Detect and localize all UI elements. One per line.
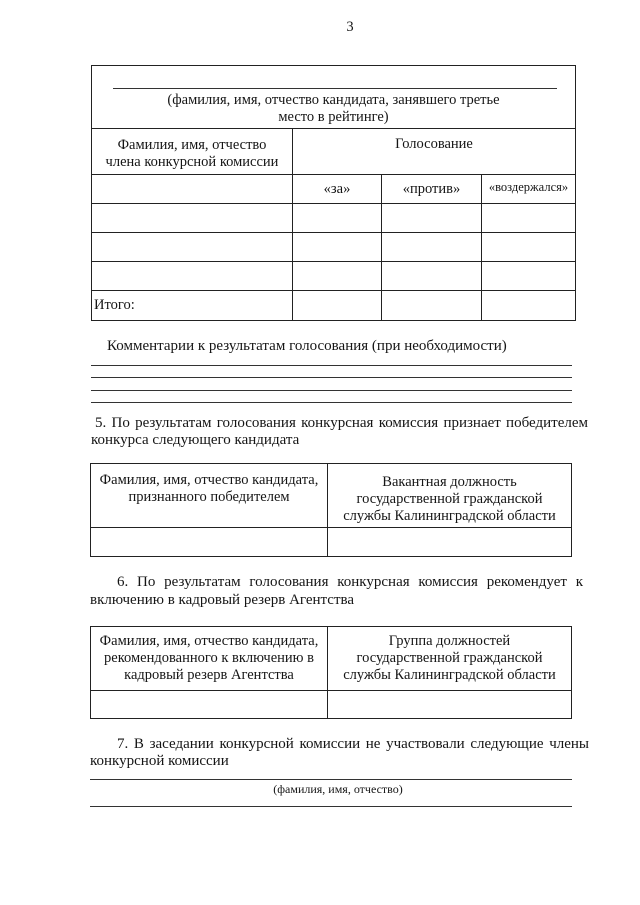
vote-abstain-cell — [482, 262, 576, 291]
winner-name-header — [91, 464, 328, 528]
vote-against-cell — [382, 233, 482, 262]
position-group-line-3: службы Калининградской области — [343, 667, 556, 683]
vote-against-header: «против» — [382, 175, 482, 204]
personnel-reserve-table — [90, 626, 572, 719]
reserve-header-line-3: кадровый резерв Агентства — [124, 667, 294, 683]
vote-for-cell — [293, 204, 382, 233]
member-cell — [92, 233, 293, 262]
winner-header-line-1: Фамилия, имя, отчество кандидата, — [99, 472, 319, 488]
comments-label: Комментарии к результатам голосования (при необходимости) — [107, 338, 507, 354]
table-row — [91, 528, 572, 557]
comment-line-3 — [91, 390, 572, 391]
member-header-line-1: Фамилия, имя, отчество — [117, 137, 267, 153]
position-group-line-1: Группа должностей — [388, 633, 511, 649]
comment-line-4 — [91, 402, 572, 403]
member-cell — [92, 204, 293, 233]
reserve-candidate-cell — [91, 691, 328, 719]
candidate-caption-line-2: место в рейтинге) — [278, 109, 389, 125]
table-row — [92, 204, 576, 233]
absent-members-caption: (фамилия, имя, отчество) — [273, 782, 403, 796]
total-against-cell — [382, 291, 482, 321]
vote-for-cell — [293, 233, 382, 262]
absent-members-line — [90, 779, 572, 780]
reserve-header-line-2: рекомендованного к включению в — [104, 650, 314, 666]
section-6-line-2: включению в кадровый резерв Агентства — [90, 592, 355, 608]
absent-members-line-2 — [90, 806, 572, 807]
reserve-header-line-1: Фамилия, имя, отчество кандидата, — [99, 633, 319, 649]
section-5-line-2: конкурса следующего кандидата — [91, 432, 300, 448]
total-label: Итого: — [92, 291, 293, 321]
candidate-caption-line-1: (фамилия, имя, отчество кандидата, занявшего третье — [167, 92, 500, 108]
winner-header-line-2: признанного победителем — [128, 489, 290, 505]
vote-for-header: «за» — [293, 175, 382, 204]
vacant-position-line-2: государственной гражданской — [356, 491, 543, 507]
vote-against-cell — [382, 204, 482, 233]
vote-abstain-cell — [482, 233, 576, 262]
vote-abstain-header: «воздержался» — [482, 175, 576, 204]
position-group-line-2: государственной гражданской — [356, 650, 543, 666]
vacant-position-line-1: Вакантная должность — [382, 474, 517, 490]
comment-line-2 — [91, 377, 572, 378]
candidate-name-cell — [92, 66, 576, 129]
member-cell — [92, 262, 293, 291]
page-number: 3 — [346, 19, 354, 35]
position-group-cell — [328, 691, 572, 719]
section-7-line-1: 7. В заседании конкурсной комиссии не участвовали следующие члены — [117, 736, 589, 752]
vote-for-cell — [293, 262, 382, 291]
table-row — [91, 691, 572, 719]
section-5-line-1: 5. По результатам голосования конкурсная комиссия признает победителем — [95, 415, 588, 431]
section-7-line-2: конкурсной комиссии — [90, 753, 229, 769]
reserve-candidate-header — [91, 627, 328, 691]
vacant-position-header — [328, 464, 572, 528]
winner-table — [90, 463, 572, 557]
member-name-header — [92, 129, 293, 175]
section-6-line-1: 6. По результатам голосования конкурсная комиссия рекомендует к — [117, 574, 583, 590]
vacant-position-cell — [328, 528, 572, 557]
candidate-name-fill-line — [113, 88, 557, 89]
voting-header: Голосование — [293, 129, 576, 175]
position-group-header — [328, 627, 572, 691]
table-row — [92, 262, 576, 291]
vacant-position-line-3: службы Калининградской области — [343, 508, 556, 524]
vote-against-cell — [382, 262, 482, 291]
total-row — [92, 291, 576, 321]
member-name-subheader-cell — [92, 175, 293, 204]
comment-line-1 — [91, 365, 572, 366]
winner-name-cell — [91, 528, 328, 557]
member-header-line-2: члена конкурсной комиссии — [105, 154, 279, 170]
voting-results-table — [91, 65, 576, 321]
total-for-cell — [293, 291, 382, 321]
vote-abstain-cell — [482, 204, 576, 233]
table-row — [92, 233, 576, 262]
total-abstain-cell — [482, 291, 576, 321]
